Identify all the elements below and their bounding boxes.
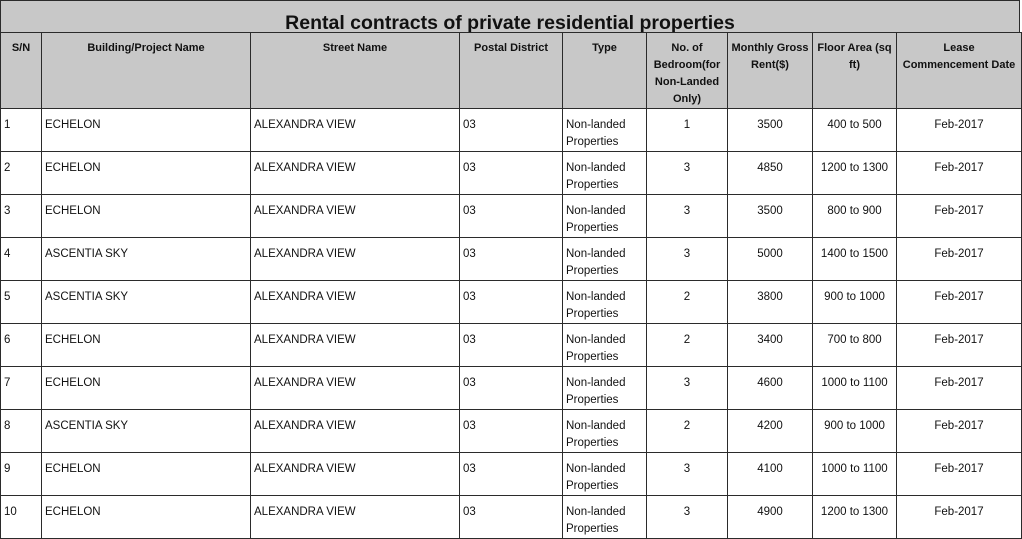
cell-type: Non-landed Properties (563, 152, 647, 195)
cell-building-name: ECHELON (42, 496, 251, 539)
cell-sn: 3 (1, 195, 42, 238)
cell-bedrooms: 2 (647, 281, 728, 324)
table-row (1, 281, 1022, 324)
cell-bedrooms: 3 (647, 496, 728, 539)
cell-bedrooms: 3 (647, 195, 728, 238)
table-row (1, 496, 1022, 539)
cell-floor-area: 900 to 1000 (813, 410, 897, 453)
header-postal-district: Postal District (460, 33, 563, 109)
cell-type: Non-landed Properties (563, 109, 647, 152)
cell-floor-area: 700 to 800 (813, 324, 897, 367)
cell-sn: 4 (1, 238, 42, 281)
cell-bedrooms: 2 (647, 324, 728, 367)
cell-monthly-rent: 3800 (728, 281, 813, 324)
cell-monthly-rent: 4100 (728, 453, 813, 496)
cell-postal-district: 03 (460, 410, 563, 453)
cell-street-name: ALEXANDRA VIEW (251, 109, 460, 152)
header-lease-date: Lease Commencement Date (897, 33, 1022, 109)
table-row (1, 195, 1022, 238)
cell-bedrooms: 3 (647, 152, 728, 195)
cell-type: Non-landed Properties (563, 410, 647, 453)
cell-postal-district: 03 (460, 367, 563, 410)
cell-postal-district: 03 (460, 324, 563, 367)
cell-type: Non-landed Properties (563, 367, 647, 410)
cell-postal-district: 03 (460, 496, 563, 539)
cell-street-name: ALEXANDRA VIEW (251, 453, 460, 496)
cell-monthly-rent: 3500 (728, 195, 813, 238)
cell-sn: 9 (1, 453, 42, 496)
cell-street-name: ALEXANDRA VIEW (251, 195, 460, 238)
header-floor-area: Floor Area (sq ft) (813, 33, 897, 109)
cell-postal-district: 03 (460, 195, 563, 238)
cell-floor-area: 1200 to 1300 (813, 152, 897, 195)
cell-floor-area: 1400 to 1500 (813, 238, 897, 281)
cell-lease-date: Feb-2017 (897, 152, 1022, 195)
cell-floor-area: 1000 to 1100 (813, 453, 897, 496)
cell-monthly-rent: 4200 (728, 410, 813, 453)
cell-floor-area: 900 to 1000 (813, 281, 897, 324)
cell-sn: 2 (1, 152, 42, 195)
table-row (1, 109, 1022, 152)
header-sn: S/N (1, 33, 42, 109)
table-row (1, 410, 1022, 453)
cell-sn: 8 (1, 410, 42, 453)
header-building-name: Building/Project Name (42, 33, 251, 109)
cell-type: Non-landed Properties (563, 453, 647, 496)
cell-monthly-rent: 3400 (728, 324, 813, 367)
cell-building-name: ECHELON (42, 152, 251, 195)
cell-lease-date: Feb-2017 (897, 367, 1022, 410)
cell-street-name: ALEXANDRA VIEW (251, 152, 460, 195)
table-row (1, 238, 1022, 281)
cell-sn: 7 (1, 367, 42, 410)
cell-lease-date: Feb-2017 (897, 195, 1022, 238)
cell-sn: 10 (1, 496, 42, 539)
cell-street-name: ALEXANDRA VIEW (251, 238, 460, 281)
cell-type: Non-landed Properties (563, 195, 647, 238)
header-street-name: Street Name (251, 33, 460, 109)
cell-postal-district: 03 (460, 152, 563, 195)
header-row (1, 33, 1022, 109)
cell-lease-date: Feb-2017 (897, 281, 1022, 324)
cell-lease-date: Feb-2017 (897, 453, 1022, 496)
cell-lease-date: Feb-2017 (897, 324, 1022, 367)
cell-postal-district: 03 (460, 238, 563, 281)
cell-postal-district: 03 (460, 281, 563, 324)
table-body (1, 109, 1022, 539)
cell-sn: 5 (1, 281, 42, 324)
cell-street-name: ALEXANDRA VIEW (251, 410, 460, 453)
cell-floor-area: 800 to 900 (813, 195, 897, 238)
rental-contracts-table (0, 32, 1022, 539)
header-bedrooms: No. of Bedroom(for Non-Landed Only) (647, 33, 728, 109)
cell-postal-district: 03 (460, 453, 563, 496)
cell-lease-date: Feb-2017 (897, 238, 1022, 281)
cell-lease-date: Feb-2017 (897, 410, 1022, 453)
cell-monthly-rent: 5000 (728, 238, 813, 281)
cell-type: Non-landed Properties (563, 324, 647, 367)
table-row (1, 324, 1022, 367)
cell-bedrooms: 2 (647, 410, 728, 453)
cell-monthly-rent: 3500 (728, 109, 813, 152)
cell-building-name: ECHELON (42, 367, 251, 410)
cell-building-name: ECHELON (42, 195, 251, 238)
cell-bedrooms: 3 (647, 238, 728, 281)
cell-lease-date: Feb-2017 (897, 109, 1022, 152)
cell-floor-area: 1200 to 1300 (813, 496, 897, 539)
cell-building-name: ASCENTIA SKY (42, 238, 251, 281)
cell-type: Non-landed Properties (563, 496, 647, 539)
table-header (1, 33, 1022, 109)
cell-building-name: ECHELON (42, 324, 251, 367)
cell-bedrooms: 1 (647, 109, 728, 152)
cell-building-name: ECHELON (42, 109, 251, 152)
cell-street-name: ALEXANDRA VIEW (251, 367, 460, 410)
cell-sn: 1 (1, 109, 42, 152)
cell-monthly-rent: 4900 (728, 496, 813, 539)
header-type: Type (563, 33, 647, 109)
cell-building-name: ECHELON (42, 453, 251, 496)
cell-building-name: ASCENTIA SKY (42, 281, 251, 324)
cell-street-name: ALEXANDRA VIEW (251, 324, 460, 367)
cell-type: Non-landed Properties (563, 238, 647, 281)
header-monthly-rent: Monthly Gross Rent($) (728, 33, 813, 109)
cell-bedrooms: 3 (647, 453, 728, 496)
page-title: Rental contracts of private residential properties (0, 0, 1020, 33)
cell-monthly-rent: 4600 (728, 367, 813, 410)
cell-lease-date: Feb-2017 (897, 496, 1022, 539)
cell-floor-area: 1000 to 1100 (813, 367, 897, 410)
cell-postal-district: 03 (460, 109, 563, 152)
cell-monthly-rent: 4850 (728, 152, 813, 195)
table-row (1, 453, 1022, 496)
cell-bedrooms: 3 (647, 367, 728, 410)
cell-street-name: ALEXANDRA VIEW (251, 281, 460, 324)
table-row (1, 152, 1022, 195)
cell-floor-area: 400 to 500 (813, 109, 897, 152)
cell-street-name: ALEXANDRA VIEW (251, 496, 460, 539)
cell-type: Non-landed Properties (563, 281, 647, 324)
cell-sn: 6 (1, 324, 42, 367)
cell-building-name: ASCENTIA SKY (42, 410, 251, 453)
table-row (1, 367, 1022, 410)
